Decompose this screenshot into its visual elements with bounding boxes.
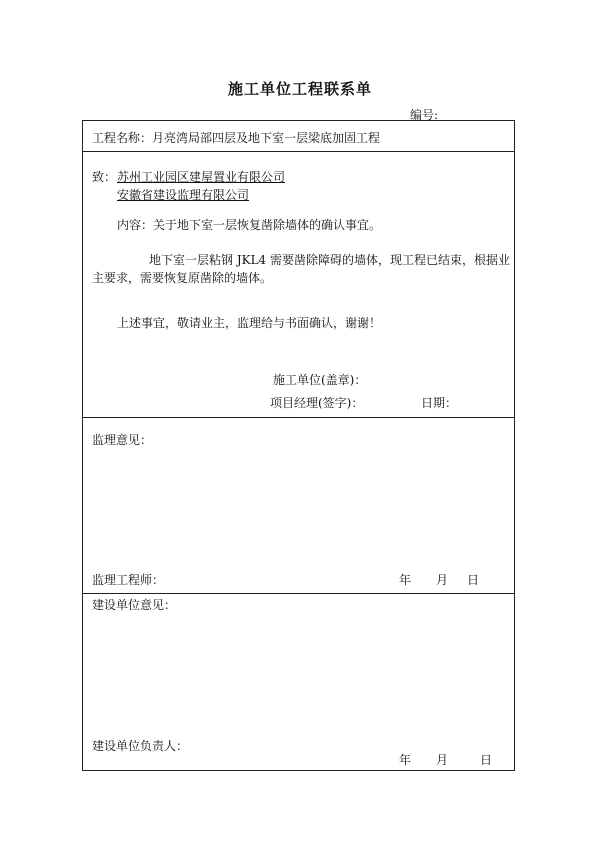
row-divider-content bbox=[83, 417, 514, 418]
owner-year: 年 bbox=[399, 753, 412, 767]
owner-month: 月 bbox=[436, 753, 449, 767]
owner-opinion-label: 建设单位意见： bbox=[92, 598, 177, 612]
body-line-1: 地下室一层粘钢 JKL4 需要凿除障碍的墙体，现工程已结束，根据业 bbox=[149, 253, 511, 267]
supervisor-opinion-label: 监理意见： bbox=[92, 433, 153, 447]
contact-form-table bbox=[82, 120, 515, 771]
form-title: 施工单位工程联系单 bbox=[227, 80, 372, 98]
supervisor-engineer-label: 监理工程师： bbox=[92, 573, 165, 587]
date-label: 日期： bbox=[421, 396, 458, 410]
closing-line: 上述事宜，敬请业主，监理给与书面确认，谢谢！ bbox=[117, 316, 382, 330]
owner-responsible-label: 建设单位负责人： bbox=[92, 739, 189, 753]
row-divider-project bbox=[83, 151, 514, 152]
project-name: 工程名称：月亮湾局部四层及地下室一层梁底加固工程 bbox=[92, 131, 381, 145]
supervisor-month: 月 bbox=[436, 573, 449, 587]
contractor-seal-label: 施工单位(盖章)： bbox=[273, 373, 367, 387]
recipient-supervisor: 安徽省建设监理有限公司 bbox=[117, 188, 250, 202]
to-label: 致： bbox=[92, 170, 117, 184]
recipient-owner: 苏州工业园区建屋置业有限公司 bbox=[117, 170, 286, 184]
supervisor-day: 日 bbox=[467, 573, 480, 587]
owner-day: 日 bbox=[480, 753, 493, 767]
project-manager-label: 项目经理(签字)： bbox=[270, 396, 364, 410]
number-label: 编号: bbox=[410, 108, 439, 122]
supervisor-year: 年 bbox=[399, 573, 412, 587]
row-divider-supervisor bbox=[83, 593, 514, 594]
subject-line: 内容：关于地下室一层恢复凿除墙体的确认事宜。 bbox=[117, 218, 382, 232]
body-line-2: 主要求，需要恢复原凿除的墙体。 bbox=[92, 271, 273, 285]
